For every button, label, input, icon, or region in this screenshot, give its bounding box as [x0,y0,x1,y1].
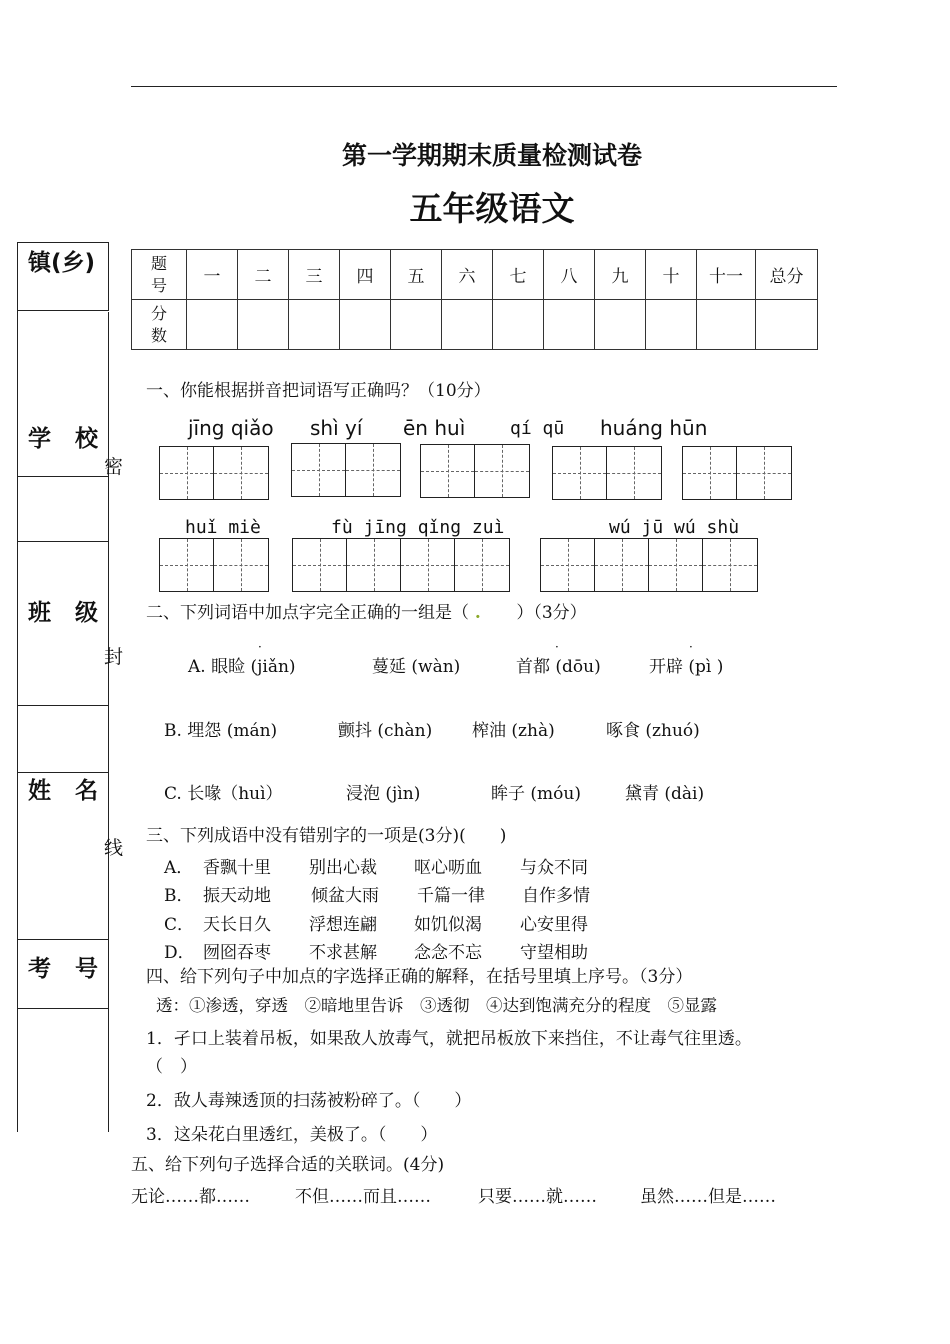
score-input-cell[interactable] [391,300,442,350]
q2-option-a4: 开辟 (pì ) [649,657,724,677]
score-input-cell[interactable] [187,300,238,350]
idiom: 千篇一律 [417,886,485,906]
pinyin-label: fù jīng qǐng zuì [331,517,505,538]
idiom: 守望相助 [520,943,588,963]
idiom: 囫囵吞枣 [203,943,271,963]
score-input-cell[interactable] [493,300,544,350]
q2-option-b2: 颤抖 (chàn) [338,721,433,741]
emphasis-dot: · [258,640,262,654]
idiom: 倾盆大雨 [311,886,379,906]
score-input-cell[interactable] [697,300,756,350]
q4-title: 四、给下列句子中加点的字选择正确的解释，在括号里填上序号。（3分） [146,967,693,987]
idiom: 心安里得 [520,915,588,935]
writing-grid[interactable] [682,446,792,500]
seal-char-xian: 线 [104,837,124,859]
score-input-cell[interactable] [238,300,289,350]
score-input-cell[interactable] [595,300,646,350]
top-rule [131,86,837,87]
table-row [132,300,818,350]
idiom: 天长日久 [203,915,271,935]
emphasis-dot: · [555,640,559,654]
header-cell: 总分 [756,250,818,300]
writing-grid[interactable] [420,444,530,498]
q2-option-a1: A. 眼睑 (jiǎn) [188,657,296,677]
header-cell: 六 [442,250,493,300]
exam-number-label: 考 号 [28,956,107,982]
q2-title: 二、下列词语中加点字完全正确的一组是（ . ）（3分） [146,603,587,623]
score-input-cell[interactable] [646,300,697,350]
header-cell: 九 [595,250,646,300]
conjunction-option: 无论……都…… [131,1187,250,1207]
writing-grid[interactable] [291,443,401,497]
header-cell: 四 [340,250,391,300]
conjunction-option: 只要……就…… [478,1187,597,1207]
seal-char-feng: 封 [104,646,124,668]
q2-option-b4: 啄食 (zhuó) [606,721,700,741]
writing-grid[interactable] [292,538,510,592]
q4-sentence-1: 1．孑口上装着吊板，如果敌人放毒气，就把吊板放下来挡住，不让毒气往里透。 [146,1029,752,1049]
pinyin-label: huáng hūn [600,416,708,440]
idiom: 浮想连翩 [309,915,377,935]
pinyin-label: shì yí [310,416,363,440]
score-table [131,249,818,350]
q2-option-a2: 蔓延 (wàn) [372,657,461,677]
score-input-cell[interactable] [289,300,340,350]
q2-option-b1: B. 埋怨 (mán) [164,721,278,741]
score-label-cell: 分 数 [132,300,187,350]
pinyin-label: qí qū [510,418,565,439]
idiom: 振天动地 [203,886,271,906]
header-cell: 七 [493,250,544,300]
pinyin-label: wú jū wú shù [609,517,740,538]
q2-option-c2: 浸泡 (jìn) [346,784,421,804]
idiom: 不求甚解 [309,943,377,963]
q2-option-b3: 榨油 (zhà) [472,721,555,741]
name-label: 姓 名 [28,778,107,804]
q5-title: 五、给下列句子选择合适的关联词。(4分) [131,1155,445,1175]
score-input-cell[interactable] [340,300,391,350]
town-label: 镇(乡) [28,250,96,276]
pinyin-label: huǐ miè [185,517,261,538]
table-row [132,250,818,300]
q3-title: 三、下列成语中没有错别字的一项是(3分)( ) [146,826,507,846]
exam-title: 第一学期期末质量检测试卷 [341,141,642,170]
header-cell: 十一 [697,250,756,300]
q4-sentence-2: 2．敌人毒辣透顶的扫荡被粉碎了。（ ） [146,1091,472,1111]
conjunction-option: 虽然……但是…… [640,1187,776,1207]
writing-grid[interactable] [552,446,662,500]
header-cell: 一 [187,250,238,300]
idiom: 念念不忘 [414,943,482,963]
q3-option-letter: B． [164,886,194,906]
header-cell: 八 [544,250,595,300]
header-cell: 五 [391,250,442,300]
binding-info-box [17,242,108,1132]
class-label: 班 级 [28,600,107,626]
seal-char-mi: 密 [104,456,124,478]
q1-title: 一、你能根据拼音把词语写正确吗？（10分） [146,381,491,401]
pinyin-label: jīng qiǎo [188,416,274,440]
writing-grid[interactable] [540,538,758,592]
school-label: 学 校 [28,426,107,452]
writing-grid[interactable] [159,446,269,500]
q3-option-letter: C． [164,915,195,935]
header-cell: 十 [646,250,697,300]
pinyin-label: ēn huì [403,416,466,440]
header-cell: 题 号 [132,250,187,300]
idiom: 香飘十里 [203,858,271,878]
header-cell: 二 [238,250,289,300]
emphasis-dot: · [689,640,693,654]
q2-option-c3: 眸子 (móu) [491,784,581,804]
idiom: 别出心裁 [309,858,377,878]
idiom: 如饥似渴 [414,915,482,935]
score-input-cell[interactable] [756,300,818,350]
score-input-cell[interactable] [544,300,595,350]
header-cell: 三 [289,250,340,300]
q2-option-a3: 首都 (dōu) [516,657,601,677]
idiom: 呕心呖血 [414,858,482,878]
q3-option-letter: A． [164,858,194,878]
q4-answer-1[interactable]: （ ） [146,1057,197,1077]
q4-options: 透：①渗透，穿透 ②暗地里告诉 ③透彻 ④达到饱满充分的程度 ⑤显露 [156,996,717,1015]
q2-option-c4: 黛青 (dài) [625,784,705,804]
exam-subtitle: 五年级语文 [409,189,575,228]
conjunction-option: 不但……而且…… [295,1187,431,1207]
q3-option-letter: D． [164,943,195,963]
idiom: 自作多情 [522,886,590,906]
q4-sentence-3: 3．这朵花白里透红，美极了。（ ） [146,1125,438,1145]
score-input-cell[interactable] [442,300,493,350]
q2-option-c1: C. 长喙（huì） [164,784,283,804]
idiom: 与众不同 [520,858,588,878]
writing-grid[interactable] [159,538,269,592]
